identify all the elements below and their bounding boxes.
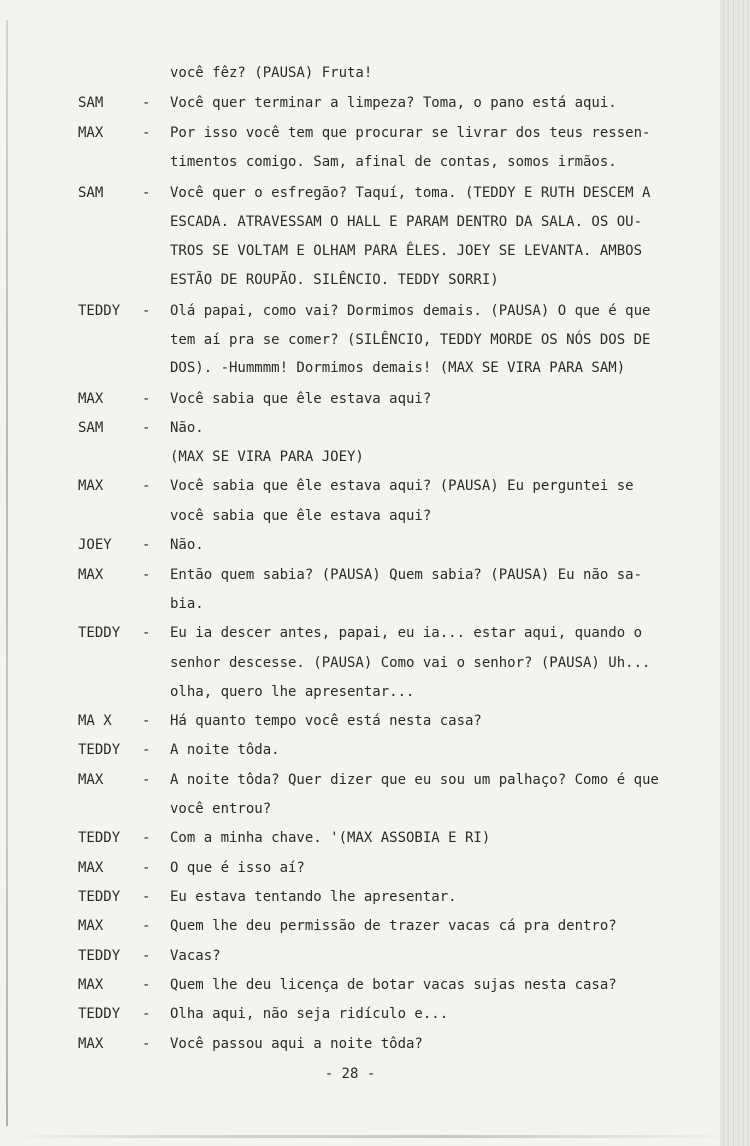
dialogue-text: Quem lhe deu permissão de trazer vacas cá pra dentro? xyxy=(170,918,617,934)
dialogue-text: Olá papai, como vai? Dormimos demais. (PAUSA) O que é que xyxy=(170,303,651,319)
speaker-dash: - xyxy=(142,742,151,758)
dialogue-text: (MAX SE VIRA PARA JOEY) xyxy=(170,449,364,465)
scan-edge-bottom xyxy=(10,1135,740,1138)
dialogue-text: Você sabia que êle estava aqui? xyxy=(170,391,432,407)
speaker-name: SAM xyxy=(78,420,104,436)
speaker-name: TEDDY xyxy=(78,830,121,846)
dialogue-text: ESCADA. ATRAVESSAM O HALL E PARAM DENTRO DA SALA. OS OU- xyxy=(170,214,643,230)
speaker-name: MA X xyxy=(78,713,112,729)
page-number: - 28 - xyxy=(324,1066,376,1082)
dialogue-line xyxy=(0,296,720,326)
dialogue-line xyxy=(0,384,720,414)
speaker-name: MAX xyxy=(78,772,104,788)
speaker-dash: - xyxy=(142,948,151,964)
dialogue-line xyxy=(0,88,720,118)
dialogue-text: tem aí pra se comer? (SILÊNCIO, TEDDY MORDE OS NÓS DOS DE xyxy=(170,332,651,348)
dialogue-text: ESTÃO DE ROUPÃO. SILÊNCIO. TEDDY SORRI) xyxy=(170,272,499,288)
dialogue-line xyxy=(0,735,720,765)
speaker-dash: - xyxy=(142,125,151,141)
dialogue-text: Você sabia que êle estava aqui? (PAUSA) Eu perguntei se xyxy=(170,478,634,494)
dialogue-text: Com a minha chave. '(MAX ASSOBIA E RI) xyxy=(170,830,491,846)
dialogue-line xyxy=(0,236,720,266)
speaker-dash: - xyxy=(142,1006,151,1022)
speaker-dash: - xyxy=(142,830,151,846)
speaker-name: MAX xyxy=(78,478,104,494)
dialogue-text: Por isso você tem que procurar se livrar dos teus ressen- xyxy=(170,125,651,141)
dialogue-line xyxy=(0,677,720,707)
speaker-dash: - xyxy=(142,537,151,553)
speaker-dash: - xyxy=(142,1036,151,1052)
dialogue-line xyxy=(0,147,720,177)
speaker-dash: - xyxy=(142,391,151,407)
dialogue-text: Eu ia descer antes, papai, eu ia... estar aqui, quando o xyxy=(170,625,643,641)
speaker-name: SAM xyxy=(78,185,104,201)
dialogue-text: timentos comigo. Sam, afinal de contas, somos irmãos. xyxy=(170,154,617,170)
speaker-name: MAX xyxy=(78,918,104,934)
dialogue-line xyxy=(0,941,720,971)
dialogue-text: Vacas? xyxy=(170,948,221,964)
dialogue-line xyxy=(0,853,720,883)
speaker-name: TEDDY xyxy=(78,625,121,641)
dialogue-line xyxy=(0,706,720,736)
dialogue-text: Então quem sabia? (PAUSA) Quem sabia? (PAUSA) Eu não sa- xyxy=(170,567,643,583)
dialogue-text: Eu estava tentando lhe apresentar. xyxy=(170,889,457,905)
speaker-name: MAX xyxy=(78,567,104,583)
speaker-dash: - xyxy=(142,625,151,641)
speaker-dash: - xyxy=(142,567,151,583)
speaker-dash: - xyxy=(142,772,151,788)
dialogue-text: Você quer o esfregão? Taquí, toma. (TEDDY E RUTH DESCEM A xyxy=(170,185,651,201)
dialogue-text: Quem lhe deu licença de botar vacas sujas nesta casa? xyxy=(170,977,617,993)
speaker-dash: - xyxy=(142,918,151,934)
dialogue-text: Não. xyxy=(170,537,204,553)
dialogue-line xyxy=(0,618,720,648)
dialogue-text: DOS). -Hummmm! Dormimos demais! (MAX SE VIRA PARA SAM) xyxy=(170,360,626,376)
dialogue-line xyxy=(0,442,720,472)
dialogue-text: bia. xyxy=(170,596,204,612)
speaker-dash: - xyxy=(142,185,151,201)
speaker-name: TEDDY xyxy=(78,303,121,319)
dialogue-text: Você passou aqui a noite tôda? xyxy=(170,1036,423,1052)
dialogue-line xyxy=(0,560,720,590)
dialogue-text: A noite tôda. xyxy=(170,742,280,758)
speaker-dash: - xyxy=(142,977,151,993)
dialogue-text: olha, quero lhe apresentar... xyxy=(170,684,415,700)
dialogue-text: Você quer terminar a limpeza? Toma, o pano está aqui. xyxy=(170,95,617,111)
speaker-dash: - xyxy=(142,95,151,111)
dialogue-line xyxy=(0,353,720,383)
dialogue-line xyxy=(0,648,720,678)
speaker-name: MAX xyxy=(78,860,104,876)
speaker-name: MAX xyxy=(78,125,104,141)
dialogue-line xyxy=(0,1029,720,1059)
speaker-name: MAX xyxy=(78,977,104,993)
speaker-name: TEDDY xyxy=(78,1006,121,1022)
speaker-dash: - xyxy=(142,478,151,494)
dialogue-text: você fêz? (PAUSA) Fruta! xyxy=(170,65,373,81)
speaker-dash: - xyxy=(142,889,151,905)
speaker-name: JOEY xyxy=(78,537,112,553)
dialogue-line xyxy=(0,207,720,237)
speaker-name: SAM xyxy=(78,95,104,111)
dialogue-line xyxy=(0,471,720,501)
dialogue-text: você sabia que êle estava aqui? xyxy=(170,508,432,524)
speaker-name: TEDDY xyxy=(78,889,121,905)
dialogue-text: A noite tôda? Quer dizer que eu sou um palhaço? Como é que xyxy=(170,772,659,788)
speaker-dash: - xyxy=(142,420,151,436)
dialogue-text: TROS SE VOLTAM E OLHAM PARA ÊLES. JOEY SE LEVANTA. AMBOS xyxy=(170,243,643,259)
speaker-name: MAX xyxy=(78,1036,104,1052)
scan-edge-right xyxy=(720,0,750,1146)
dialogue-line xyxy=(0,178,720,208)
dialogue-text: O que é isso aí? xyxy=(170,860,305,876)
dialogue-line xyxy=(0,589,720,619)
speaker-name: TEDDY xyxy=(78,948,121,964)
dialogue-line xyxy=(0,58,720,88)
dialogue-line xyxy=(0,501,720,531)
speaker-dash: - xyxy=(142,303,151,319)
dialogue-line xyxy=(0,911,720,941)
dialogue-text: Olha aqui, não seja ridículo e... xyxy=(170,1006,449,1022)
dialogue-line xyxy=(0,265,720,295)
dialogue-line xyxy=(0,530,720,560)
dialogue-text: senhor descesse. (PAUSA) Como vai o senhor? (PAUSA) Uh... xyxy=(170,655,651,671)
speaker-dash: - xyxy=(142,713,151,729)
dialogue-text: Há quanto tempo você está nesta casa? xyxy=(170,713,482,729)
dialogue-line xyxy=(0,325,720,355)
dialogue-line xyxy=(0,823,720,853)
speaker-name: TEDDY xyxy=(78,742,121,758)
dialogue-line xyxy=(0,970,720,1000)
dialogue-line xyxy=(0,118,720,148)
speaker-dash: - xyxy=(142,860,151,876)
dialogue-line xyxy=(0,999,720,1029)
speaker-name: MAX xyxy=(78,391,104,407)
dialogue-line xyxy=(0,794,720,824)
dialogue-text: Não. xyxy=(170,420,204,436)
dialogue-line xyxy=(0,882,720,912)
dialogue-line xyxy=(0,765,720,795)
dialogue-line xyxy=(0,413,720,443)
dialogue-text: você entrou? xyxy=(170,801,272,817)
